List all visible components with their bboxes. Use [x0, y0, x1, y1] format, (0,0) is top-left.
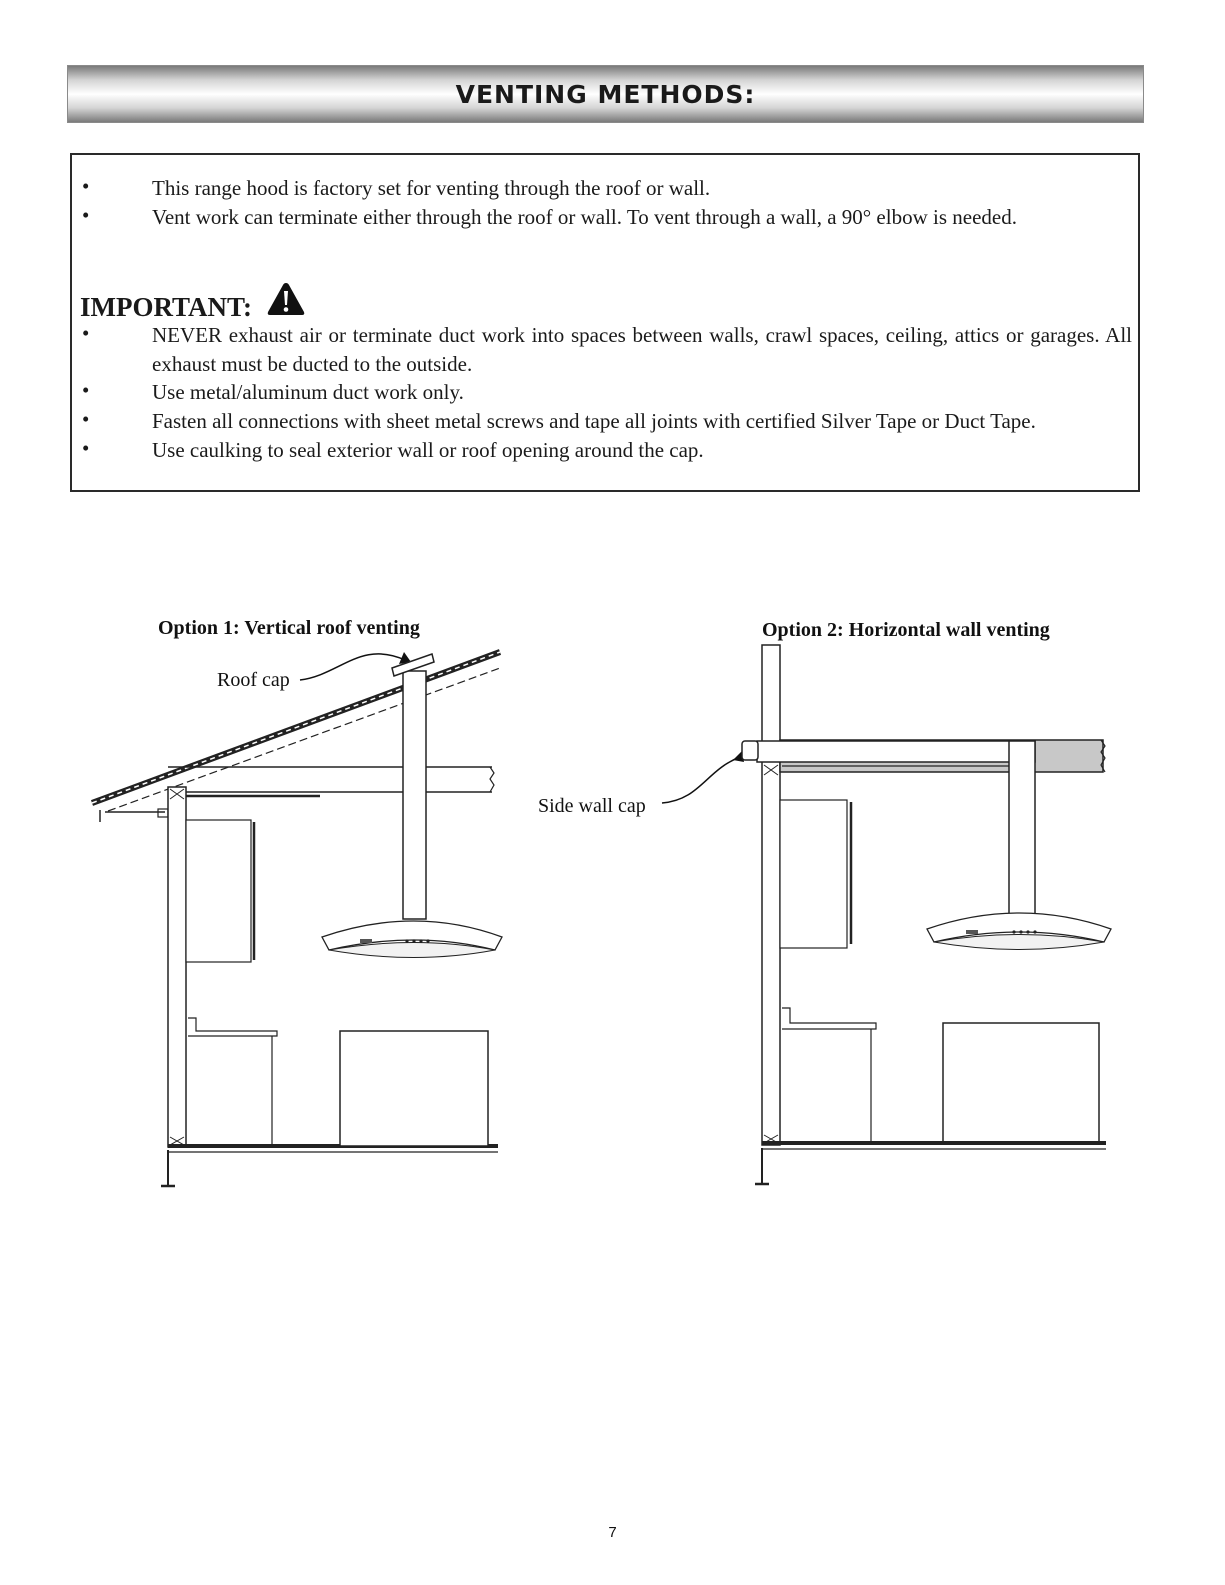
instructions-box — [70, 153, 1140, 492]
section-title: VENTING METHODS: — [455, 79, 756, 109]
venting-diagrams — [0, 600, 1225, 1220]
roof-cap-callout-line — [300, 654, 405, 680]
side-wall-cap-label: Side wall cap — [538, 795, 646, 817]
vertical-duct — [403, 671, 426, 919]
option1-diagram — [92, 617, 502, 1186]
bullet-marker: • — [82, 436, 90, 460]
range-stove — [340, 1031, 488, 1146]
range-stove — [943, 1023, 1099, 1143]
page-number: 7 — [608, 1524, 617, 1541]
option1-title: Option 1: Vertical roof venting — [158, 617, 420, 639]
roof-underside — [108, 668, 500, 811]
bullet-text: This range hood is factory set for venting through the roof or wall. — [152, 176, 711, 200]
important-label: IMPORTANT: — [80, 292, 253, 322]
side-wall-cap — [742, 741, 758, 760]
section-header-bar — [67, 65, 1144, 123]
vertical-duct — [1009, 741, 1035, 921]
upper-cabinet — [780, 800, 847, 948]
bullet-marker: • — [82, 321, 90, 345]
bullet-text: Fasten all connections with sheet metal screws and tape all joints with certified Silver Tape or Duct Tape. — [152, 409, 1036, 433]
important-heading — [80, 281, 306, 323]
bullet-text: Use metal/aluminum duct work only. — [152, 380, 464, 404]
bullet-marker: • — [82, 407, 90, 431]
side-wall-cap-callout-line — [662, 757, 740, 803]
option2-title: Option 2: Horizontal wall venting — [762, 619, 1050, 641]
bullet-marker: • — [82, 203, 90, 227]
bullet-marker: • — [82, 174, 90, 198]
countertop — [188, 1018, 277, 1036]
upper-cabinet — [186, 820, 251, 962]
horizontal-duct — [757, 741, 1035, 762]
option2-diagram — [538, 619, 1111, 1184]
bullet-marker: • — [82, 378, 90, 402]
exterior-wall — [168, 787, 186, 1147]
countertop — [782, 1008, 876, 1029]
exterior-wall — [762, 645, 780, 1145]
warning-triangle-icon — [266, 281, 306, 317]
bullet-text: Use caulking to seal exterior wall or roof opening around the cap. — [152, 438, 704, 462]
roof-cap-label: Roof cap — [217, 669, 290, 691]
bullet-text: NEVER exhaust air or terminate duct work into spaces between walls, crawl spaces, ceiling, attics or garages. All exhaust must be ducted to the outside. — [152, 323, 1132, 376]
bullet-text: Vent work can terminate either through the roof or wall. To vent through a wall, a 90° elbow is needed. — [152, 205, 1017, 229]
